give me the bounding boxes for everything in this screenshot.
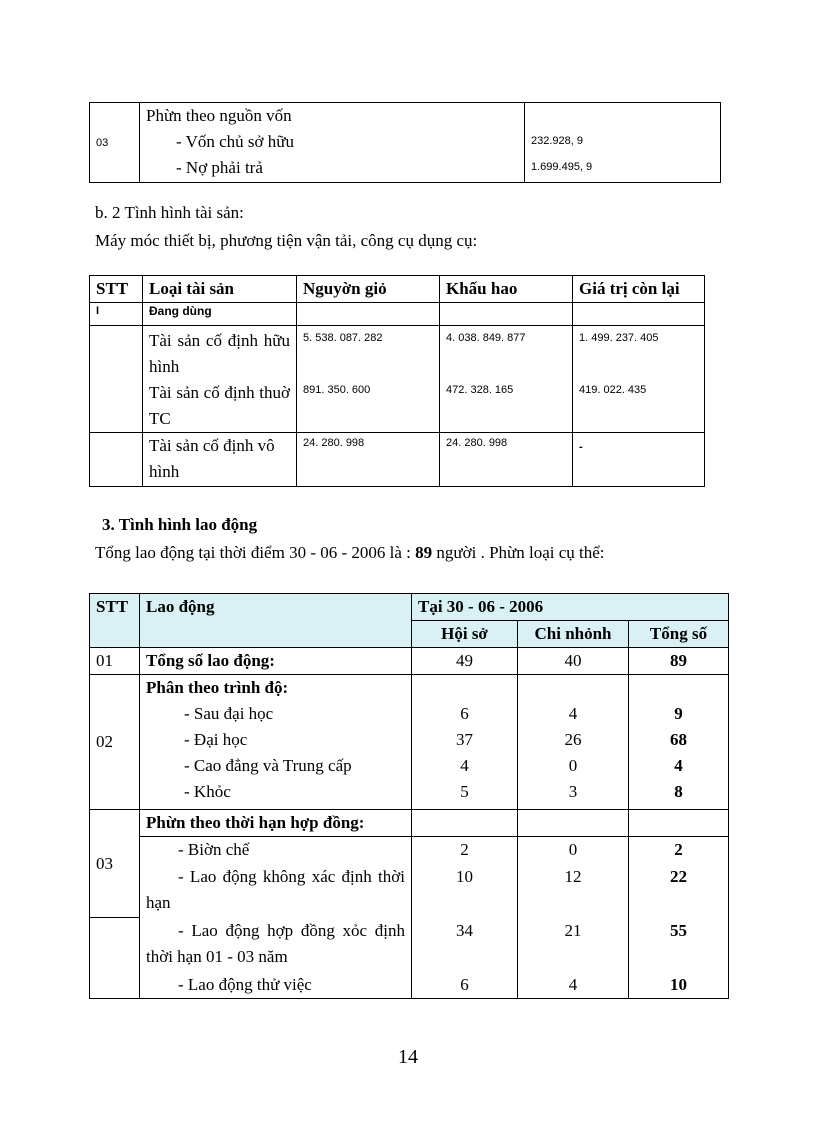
tangible-original-cost: 5. 538. 087. 282 xyxy=(303,332,383,344)
leased-asset-label: Tài sản cố định thuờ TC xyxy=(149,383,290,428)
group3-row-label: - Lao động hợp đồng xỏc định thời hạn 01 - 03 năm xyxy=(146,920,405,966)
col-header-total: Tổng số xyxy=(629,621,729,648)
group3-total: 10 xyxy=(629,972,729,999)
group3-head-office: 2 xyxy=(412,837,518,864)
labor-table xyxy=(89,593,729,999)
tangible-remaining: 1. 499. 237. 405 xyxy=(579,332,659,344)
group2-total: 9 xyxy=(674,704,683,723)
group3-branch: 12 xyxy=(518,864,629,918)
group2-branch: 26 xyxy=(564,730,582,749)
group-stt: I xyxy=(90,303,143,326)
col-header-labor: Lao động xyxy=(140,594,412,648)
intangible-remaining: - xyxy=(573,433,705,487)
group2-total: 8 xyxy=(674,782,683,801)
group2-row-label: - Cao đẳng và Trung cấp xyxy=(184,756,352,775)
col-header-branch: Chi nhỏnh xyxy=(518,621,629,648)
group2-row-label: - Khỏc xyxy=(184,782,231,801)
section3-intro: Tổng lao động tại thời điểm 30 - 06 - 2006 là : 89 người . Phừn loại cụ thể: xyxy=(95,543,605,562)
leased-depreciation: 472. 328. 165 xyxy=(446,384,514,396)
group3-head-office: 10 xyxy=(412,864,518,918)
intangible-depreciation: 24. 280. 998 xyxy=(440,433,573,487)
group3-title: Phừn theo thời hạn hợp đồng: xyxy=(140,810,412,837)
col-header-date: Tại 30 - 06 - 2006 xyxy=(412,594,729,621)
liabilities-label: - Nợ phải trả xyxy=(176,158,263,177)
col-header-remaining-value: Giá trị còn lại xyxy=(573,276,705,303)
group3-total: 2 xyxy=(629,837,729,864)
group2-branch: 3 xyxy=(568,782,578,801)
group3-total: 22 xyxy=(629,864,729,918)
stt-cell: 03 xyxy=(90,103,140,183)
equity-label: - Vốn chủ sở hữu xyxy=(176,132,294,151)
tangible-depreciation: 4. 038. 849. 877 xyxy=(446,332,526,344)
group2-head-office: 4 xyxy=(460,756,469,775)
leased-remaining: 419. 022. 435 xyxy=(579,384,647,396)
capital-table xyxy=(89,102,721,183)
intangible-original-cost: 24. 280. 998 xyxy=(297,433,440,487)
group3-row-label: - Lao động thử việc xyxy=(140,972,412,999)
group3-branch: 21 xyxy=(518,918,629,972)
group3-branch: 0 xyxy=(518,837,629,864)
intro-total: 89 xyxy=(415,543,433,562)
col-header-stt: STT xyxy=(90,276,143,303)
group3-stt: 03 xyxy=(90,810,140,918)
total-stt: 01 xyxy=(90,648,140,675)
intangible-asset-label: Tài sản cố định vô hình xyxy=(143,433,297,487)
total-sum: 89 xyxy=(629,648,729,675)
tangible-asset-label: Tài sản cố định hữu hình xyxy=(149,331,290,376)
group3-row-label: - Biờn chế xyxy=(140,837,412,864)
group3-total: 55 xyxy=(629,918,729,972)
assets-table xyxy=(89,275,705,487)
total-head-office: 49 xyxy=(412,648,518,675)
col-header-original-cost: Nguyờn giỏ xyxy=(297,276,440,303)
group3-head-office: 34 xyxy=(412,918,518,972)
group3-branch: 4 xyxy=(518,972,629,999)
leased-original-cost: 891. 350. 600 xyxy=(303,384,371,396)
section3-heading: 3. Tình hình lao động xyxy=(102,515,258,534)
group-label: Đang dùng xyxy=(143,303,297,326)
group3-head-office: 6 xyxy=(412,972,518,999)
section-b2-heading: b. 2 Tình hình tài sản: xyxy=(95,203,244,222)
group2-title: Phân theo trình độ: xyxy=(146,678,289,697)
group2-total: 68 xyxy=(670,730,687,749)
group2-head-office: 6 xyxy=(460,704,469,723)
col-header-asset-type: Loại tài sản xyxy=(143,276,297,303)
col-header-stt: STT xyxy=(90,594,140,648)
group2-total: 4 xyxy=(674,756,683,775)
col-header-depreciation: Khấu hao xyxy=(440,276,573,303)
liabilities-value: 1.699.495, 9 xyxy=(531,161,593,173)
group2-branch: 4 xyxy=(568,704,578,723)
group2-row-label: - Đại học xyxy=(184,730,248,749)
group2-head-office: 5 xyxy=(460,782,469,801)
group2-row-label: - Sau đại học xyxy=(184,704,274,723)
group2-head-office: 37 xyxy=(456,730,473,749)
group2-stt: 02 xyxy=(90,675,140,810)
page-number: 14 xyxy=(398,1046,418,1068)
col-header-head-office: Hội sở xyxy=(412,621,518,648)
total-branch: 40 xyxy=(518,648,629,675)
group2-branch: 0 xyxy=(568,756,578,775)
capital-title: Phừn theo nguồn vốn xyxy=(146,106,292,125)
section-b2-subheading: Máy móc thiết bị, phương tiện vận tải, công cụ dụng cụ: xyxy=(95,231,478,250)
equity-value: 232.928, 9 xyxy=(531,135,583,147)
total-label: Tổng số lao động: xyxy=(140,648,412,675)
group3-row-label: - Lao động không xác định thời hạn xyxy=(146,866,405,912)
